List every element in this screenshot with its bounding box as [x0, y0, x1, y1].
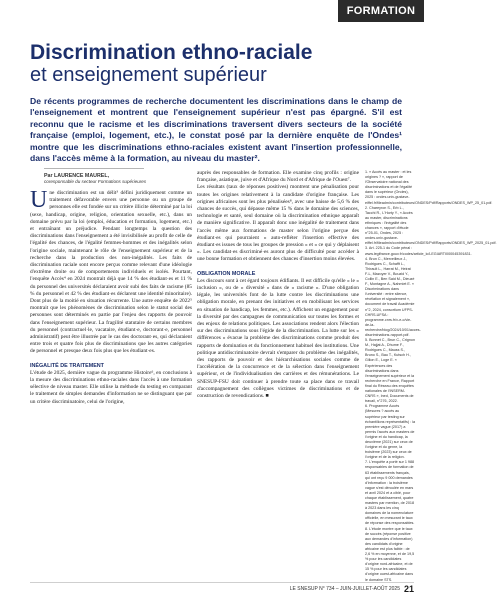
footnotes-column: [365, 170, 497, 583]
footnote: 3. Art. 225-1 du Code pénal : www.legifrance.gouv.fr/codes/article_lc/LEGIARTI000045391831.: [365, 246, 472, 256]
byline-role: coresponsable du secteur Formations supérieures: [44, 179, 147, 185]
subheading: INÉGALITÉ DE TRAITEMENT: [30, 362, 104, 369]
page-footer: [290, 584, 414, 594]
footnote: 8. L'étude montre que le taux de succès (réponse positive aux demandes d'information) des candidats d'origine africaine est plus faible : de 2,6 % en moyenne, et de 19,5 % pour les candidates d'origine nord-africaine, et de 15 % pour les candidates d'origine ouest-africaine dans le domaine STS.: [365, 526, 415, 582]
body-column-2: [197, 170, 359, 400]
article-title: Discrimination ethno-raciale: [30, 41, 313, 64]
footnote: 6. Programme Accès (Mesures ? accès au supérieur par testing sur échantillons représentatifs) : la première vague (2017) a permis l'accès aux masters de l'origine et du handicap, la deuxième (2021) sur ceux de l'origine et du genre, la troisième (2023) sur ceux de l'origine et de la religion.: [365, 404, 416, 460]
footnote: 1. « Accès au master : et les origines ? », rapport de l'Observatoire national des discriminations et de l'égalité dans le supérieur (Ondes), 2025 : ondes.univ-gustave-eiffel.fr/fileadmin/contributeurs/ONDES/Pdf/Rapports/ONDES_WP_25_01.pdf.: [365, 170, 493, 205]
publication-info: LE SNESUP N° 734 – JUIN-JUILLET-AOÛT 2025: [289, 586, 400, 592]
byline-divider: [44, 168, 144, 169]
subheading: OBLIGATION MORALE: [197, 270, 256, 277]
footnote: 7. L'enquête a porté sur 1 988 responsables de formation de 63 établissements français, qui ont reçu 9 000 demandes d'information : la troisième vague s'est déroulée en mars et avril 2024 et a ciblé, pour chaque établissement, quatre masters par mention, de 2018 à 2023 dans les cinq domaines de la nomenclature officielle, en mesurant le taux de réponse des responsables.: [365, 460, 415, 526]
body-paragraph: L'étude de 2025, dernière vague du programme Histoire⁶, en conclusions à la mesure des discriminations ethno-raciales dans l'accès à une formation sélective de niveau master. Elle utilise la méthode du testing en comparant le traitement de simples demandes d'information ne se distinguant que par un critère discriminatoire, celui de l'origine,: [30, 369, 192, 405]
body-paragraph: auprès des responsables de formation. Elle examine cinq profils : origine française, asiatique, juive et d'Afrique du Nord et d'Afrique de l'Ouest⁷.: [197, 170, 359, 184]
section-tab: FORMATION: [338, 0, 424, 22]
page-number: 21: [403, 584, 414, 594]
body-column-1: [30, 187, 192, 406]
footer-divider: [30, 582, 414, 583]
footnote: 4. Brun C., Merveilleux J., Rodrigues C., Schafft L., Thirault L., Harrat M., Heirat F-L, Mazoyer V., Bouzid Y., Collin E., Ben Said M., Dieuzé F., Montagne A., Nahmiet E. « Discriminations dans l'université : entre silence, révélation et signalement », document de travail Académie n°2, 2024, consortium UFPS-CHRS-UFSA : programme.cnrs.fr/v-e-c/vie-de-la-recherche/blog/2024/10/01/acces-discriminations-rapport.pdf.: [365, 256, 421, 337]
body-paragraph: Les résultats (taux de réponses positives) montrent une pénalisation pour toutes les origines relativement à la candidate d'origine française. Les origines africaines sont les plus pénalisées⁸, avec une baisse de 5,6 % des chances de succès, qui dépasse même 15 % dans le domaine des sciences, technologie et santé, seul domaine où la discrimination ethnique apparaît de manière significative. Il apparaît donc une inégalité de traitement dans l'accès même aux formations de master selon l'origine perçue des étudiant·es qui pourraient « auto-refléter l'insertion effective des étudiant·es issues de tous les groupes de pression » et « ce qui y déplaisent ». Les candidat·es discriminé·es auront plus de difficulté pour accéder à une bonne formation et obtiennent des chances d'insertion moins élevées.: [197, 184, 359, 263]
footnote: 2. Chareyron S., Erb L., Tacchi R., L'Horty Y., « Accès au master, discriminations ethniques : l'inégalité des chances », rapport d'étude n°25-01, Ondes, 2025 : ondes.univ-gustave-eiffel.fr/fileadmin/contributeurs/ONDES/Pdf/Rapports/ONDES_WP_2025_01.pdf.: [365, 205, 497, 246]
body-paragraph: Les discours sont à cet égard toujours édifiants. Il est difficile qu'elle « le « inclusion », ou de « diversité » dans de « racisme ». D'une obligation légale, les universités font de la lutte contre les discriminations une obligation morale, en prenant des initiatives et en mobilisant les services en situation de handicap, les femmes, etc.). Affichent un engagement pour la diversité par des campagnes de communication sur toutes les formes et des enjeux de relations politiques. Les associations rendent alors l'élection sur des discriminations sous l'égide de la discrimination. La lutte sur les « différences » évacue la problème des discriminations comme produit des rapports de domination et du fonctionnement habituel des institutions. Une politique antidiscriminatoire devrait s'emparer du problème des inégalités, des rapports de pouvoir et des hiérarchisations sociales comme de l'accélération de la concurrence et de la sélection dans l'enseignement supérieur, et de l'individualisation des carrières et des rémunérations. Le SNESUP-FSU doit continuer à prendre toute sa place dans ce travail d'accompagnement des collègues victimes de discriminations et de construction de revendications. ■: [197, 277, 359, 400]
drop-cap: U: [30, 187, 48, 213]
article-subtitle: et enseignement supérieur: [30, 64, 267, 86]
article-lead: De récents programmes de recherche documentent les discriminations dans le champ de l'enseignement et montrent que l'enseignement supérieur n'est pas épargné. S'il est reconnu que le racisme et les discriminations traversent divers secteurs de la société française (emploi, logement, etc.), le constat posé par la dernière enquête de l'Ondes¹ montre que les discriminations ethno-raciales existent avant l'insertion professionnelle, dans l'accès même à la formation, au niveau du master².: [30, 96, 402, 164]
byline-author: Par LAURENCE MAUREL,: [44, 173, 110, 179]
footnote: 5. Bonnet C., Brun C., Crignon M., Hajjat A., Dhume F., Rodrigues C., Mauss S., Bruno S., Bau T., Kutsch H., Gillon E., Loge E. « Expériences des discriminations dans l'enseignement supérieur et la recherche en France, Rapport final du Réseau des enquêtes nationales de l'INSERM-CNRS », Ined, Documents de travail, n°276, 2022.: [365, 338, 416, 404]
body-paragraph: ne discrimination est un délit³ défini juridiquement comme un traitement défavorable envers une personne ou un groupe de personnes elle est fondée sur un critère illicite déterminé par la loi (sexe, handicap, origine, religion, orientation sexuelle, etc.), dans un domaine prévu par la loi (emploi, éducation et formation, logement, etc.) et entraînant un préjudice. Pendant longtemps la question des discriminations dans l'enseignement a été invisibilisée au profit de celle de l'égalité des chances, de l'égalité femmes-hommes et des inégalités selon l'origine sociale, maintenant le rôle de l'enseignement supérieur et de la recherche dans la production des non-inégalités. Les faits de discrimination raciale sont encore perçus comme relevant d'une idéologie d'extrême droite ou de comportements individuels et isolés. Pourtant, l'enquête Accès⁴ en 2024 montrait déjà que 14 % des étudiant·es et 11 % du personnel des universités déclaraient avoir subi des faits de racisme (85 % du personnel et 42 % des étudiant·es déclarent une identité minoritaire). Dont plus de la moitié en situation récurrente. Une autre enquête de 2022⁵ montrait que les phénomènes de discrimination selon le statut social des personnes sont déterminés en partie par l'enjeu des rapports de pouvoir dans l'enseignement supérieur. La fragilité statutaire de certains membres du personnel (contractuel·le, vacataire, étudiant·e, doctorant·e, personnel administratif) peut être illustrée par le cas des doctorant·es, qui déclaraient entre trois et quatre fois plus de discriminations que les autres catégories de personnel et presque deux fois plus que les étudiant·es.: [30, 190, 192, 355]
